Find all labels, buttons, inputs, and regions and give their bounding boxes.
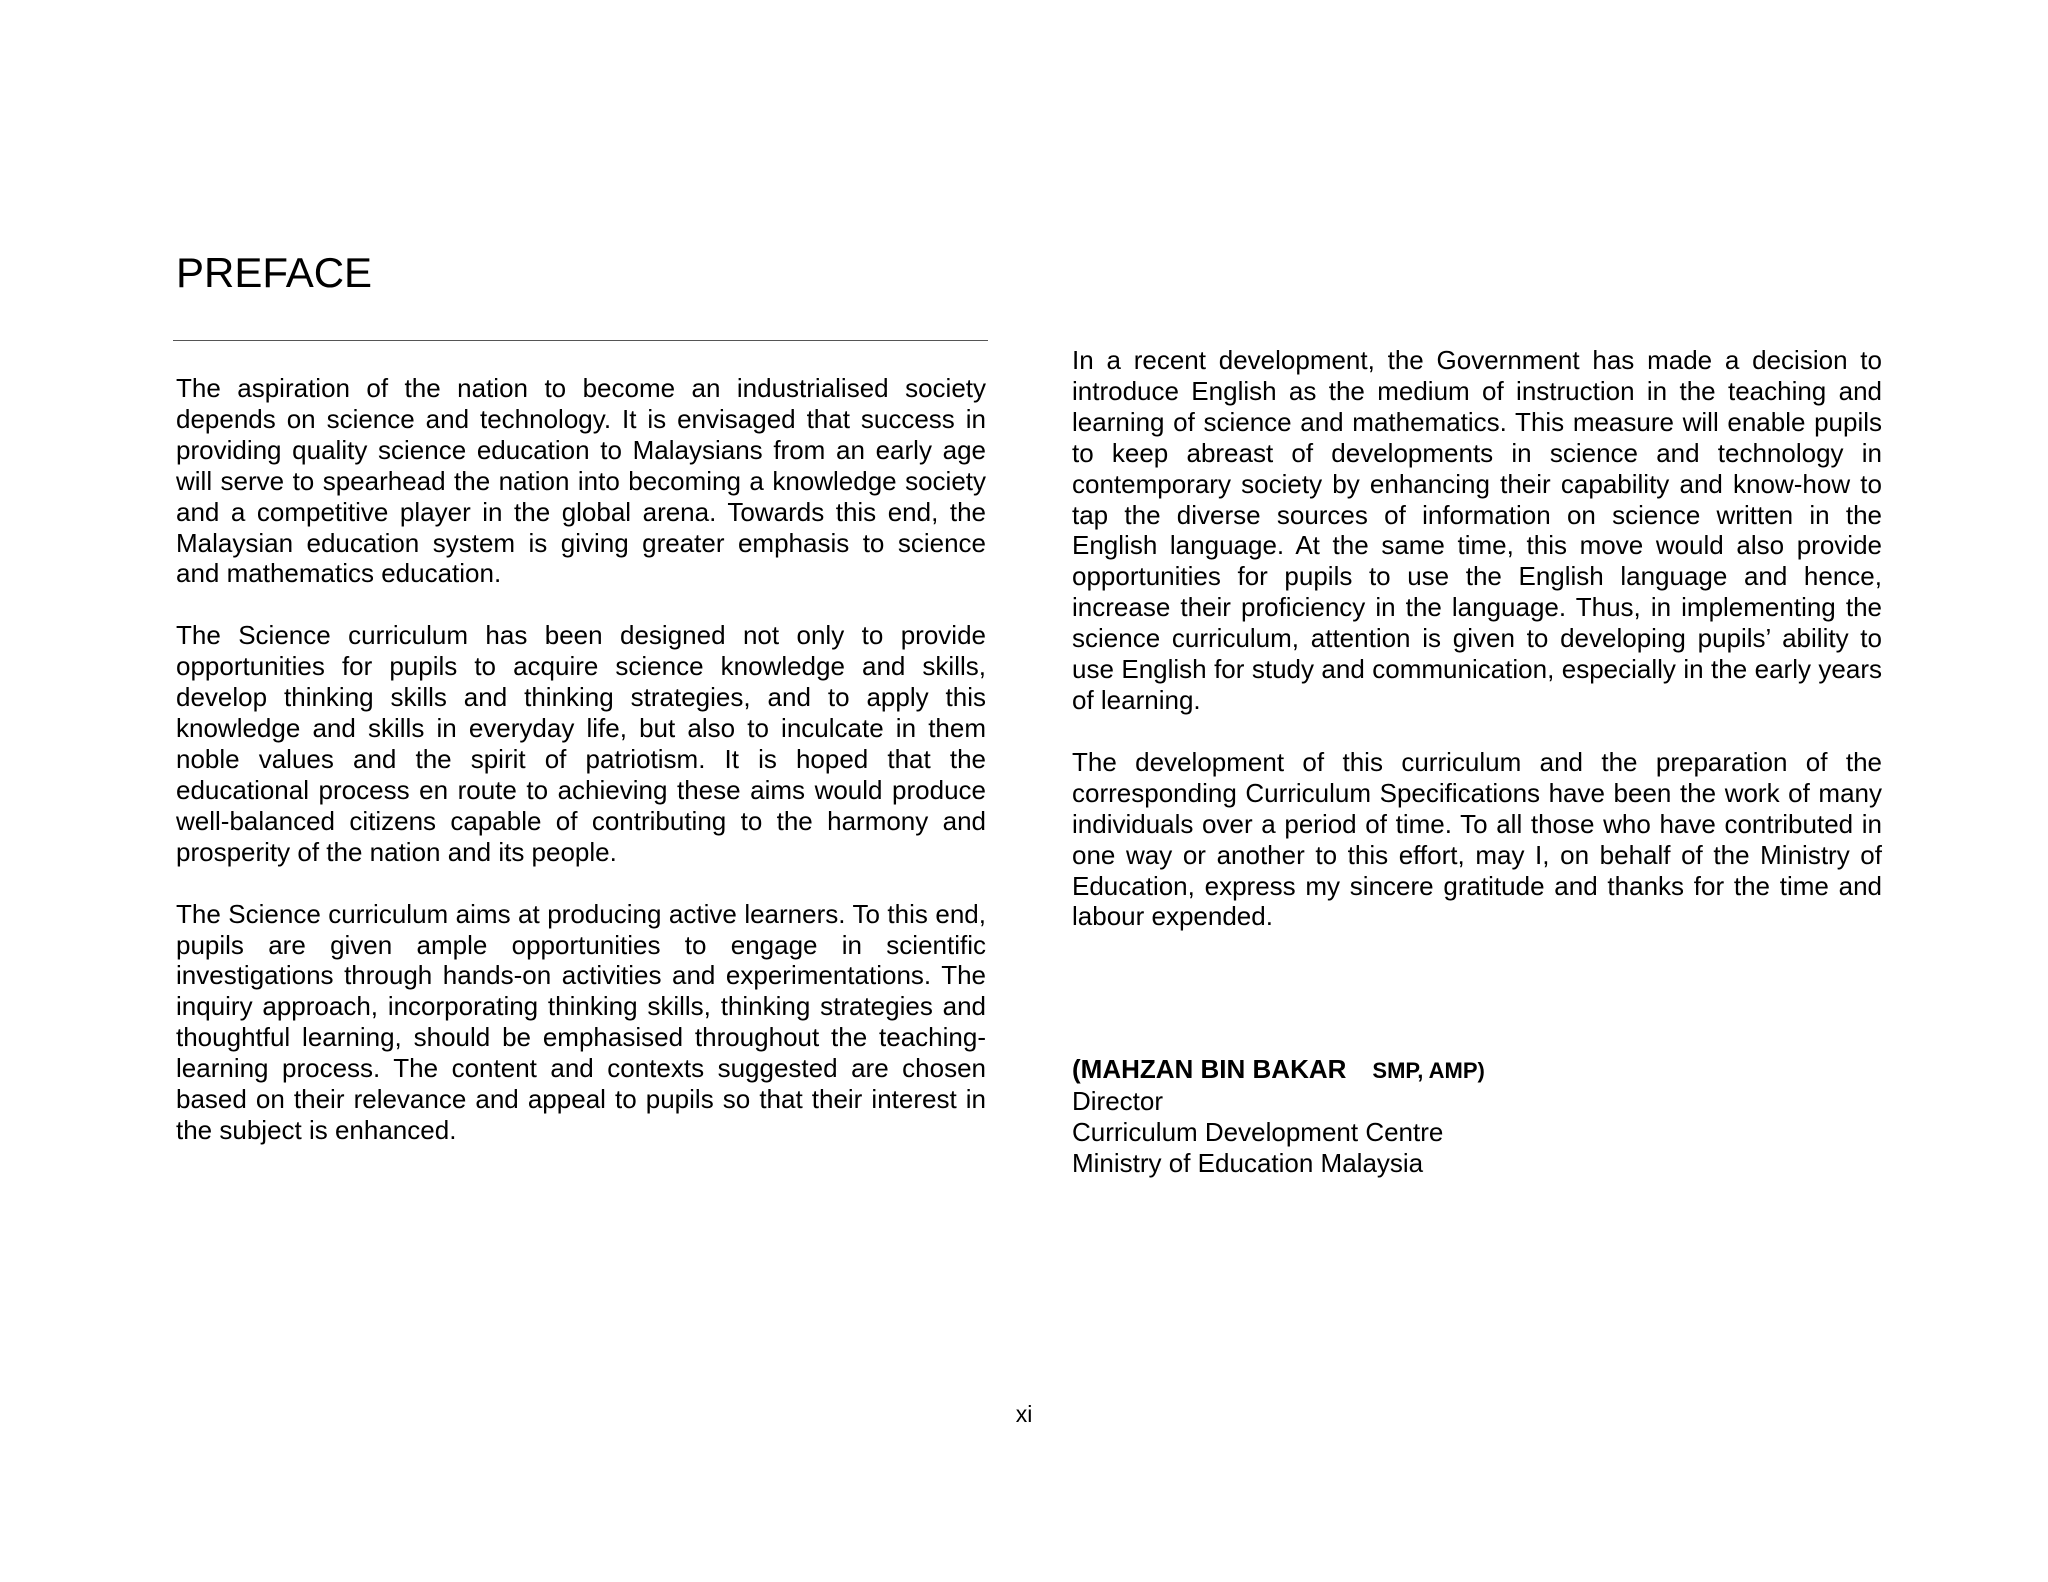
title-divider (173, 340, 988, 341)
signatory-ministry: Ministry of Education Malaysia (1072, 1148, 1424, 1178)
paragraph: The aspiration of the nation to become an industrialised society depends on science and technology. It is envisaged that success in providing quality science education to Malaysians from an early age will serve to spearhead the nation into becoming a knowledge society and a competitive player in the global arena. Towards this end, the Malaysian education system is giving greater emphasis to science and mathematics education. (176, 373, 986, 589)
left-column (176, 373, 986, 1177)
signatory-position: Director (1072, 1086, 1164, 1116)
page-title: PREFACE (176, 249, 373, 296)
signature-block (1072, 1054, 1485, 1179)
paragraph: The Science curriculum has been designed not only to provide opportunities for pupils to acquire science knowledge and skills, develop thinking skills and thinking strategies, and to apply this knowledge and skills in everyday life, but also to inculcate in them noble values and the spirit of patriotism. It is hoped that the educational process en route to achieving these aims would produce well-balanced citizens capable of contributing to the harmony and prosperity of the nation and its people. (176, 620, 986, 867)
page-number: xi (1015, 1401, 1033, 1427)
right-column (1072, 345, 1882, 963)
paragraph: The development of this curriculum and the preparation of the corresponding Curriculum Specifications have been the work of many individuals over a period of time. To all those who have contributed in one way or another to this effort, may I, on behalf of the Ministry of Education, express my sincere gratitude and thanks for the time and labour expended. (1072, 746, 1882, 932)
signatory-line (1072, 1054, 1485, 1086)
paragraph: The Science curriculum aims at producing active learners. To this end, pupils are given ample opportunities to engage in scientific investigations through hands-on activities and experimentations. The inquiry approach, incorporating thinking skills, thinking strategies and thoughtful learning, should be emphasised throughout the teaching-learning process. The content and contexts suggested are chosen based on their relevance and appeal to pupils so that their interest in the subject is enhanced. (176, 898, 986, 1145)
signatory-name: (MAHZAN BIN BAKAR (1072, 1054, 1347, 1084)
signatory-department: Curriculum Development Centre (1072, 1117, 1444, 1147)
signatory-honours: SMP, AMP) (1372, 1058, 1485, 1083)
paragraph: In a recent development, the Government has made a decision to introduce English as the medium of instruction in the teaching and learning of science and mathematics. This measure will enable pupils to keep abreast of developments in science and technology in contemporary society by enhancing their capability and know-how to tap the diverse sources of information on science written in the English language. At the same time, this move would also provide opportunities for pupils to use the English language and hence, increase their proficiency in the language. Thus, in implementing the science curriculum, attention is given to developing pupils’ ability to use English for study and communication, especially in the early years of learning. (1072, 345, 1882, 715)
